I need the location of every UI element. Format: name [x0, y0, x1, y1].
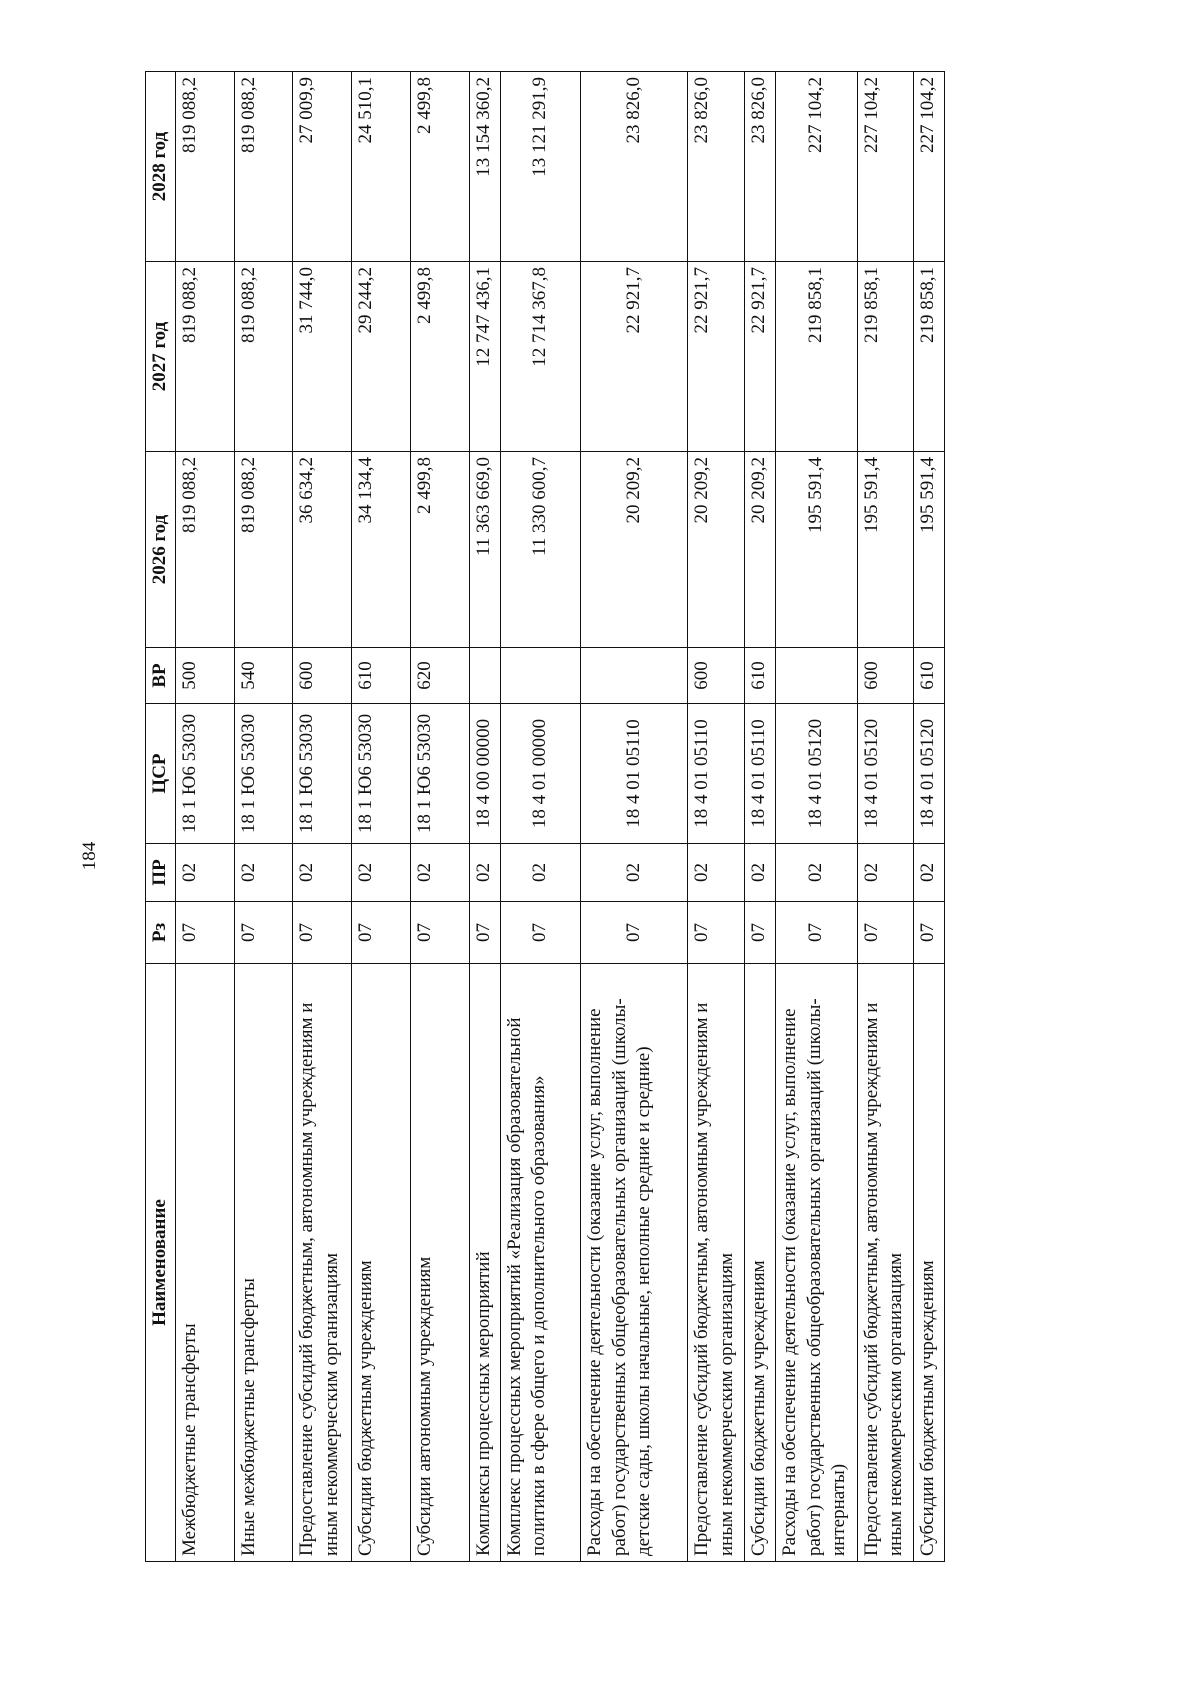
cell-csr: 18 4 01 05110 — [581, 704, 688, 844]
cell-vr — [500, 648, 581, 704]
cell-y2027: 22 921,7 — [745, 262, 776, 452]
cell-y2027: 219 858,1 — [775, 262, 857, 452]
cell-csr: 18 4 01 05120 — [857, 704, 914, 844]
header-2026: 2026 год — [146, 452, 176, 648]
cell-name: Предоставление субсидий бюджетным, автономным учреждениям и иным некоммерческим организациям — [688, 964, 745, 1562]
cell-rz: 07 — [857, 902, 914, 964]
cell-pr: 02 — [775, 844, 857, 902]
cell-pr: 02 — [234, 844, 293, 902]
header-2027: 2027 год — [146, 262, 176, 452]
cell-y2026: 2 499,8 — [411, 452, 470, 648]
cell-rz: 07 — [293, 902, 352, 964]
cell-pr: 02 — [352, 844, 411, 902]
cell-y2027: 219 858,1 — [914, 262, 945, 452]
cell-name: Расходы на обеспечение деятельности (оказание услуг, выполнение работ) государственных общеобразовательных организаций (школы-детские сады, школы начальные, неполные средние и средние) — [581, 964, 688, 1562]
cell-csr: 18 1 Ю6 53030 — [234, 704, 293, 844]
cell-y2028: 13 154 360,2 — [469, 72, 500, 262]
cell-rz: 07 — [745, 902, 776, 964]
cell-pr: 02 — [745, 844, 776, 902]
cell-y2028: 23 826,0 — [581, 72, 688, 262]
cell-y2026: 195 591,4 — [775, 452, 857, 648]
cell-name: Субсидии бюджетным учреждениям — [352, 964, 411, 1562]
table-row — [500, 72, 581, 1562]
cell-vr: 540 — [234, 648, 293, 704]
cell-rz: 07 — [352, 902, 411, 964]
cell-y2026: 195 591,4 — [857, 452, 914, 648]
cell-name: Предоставление субсидий бюджетным, автономным учреждениям и иным некоммерческим организациям — [293, 964, 352, 1562]
cell-vr: 610 — [745, 648, 776, 704]
cell-y2026: 20 209,2 — [745, 452, 776, 648]
table-row — [175, 72, 234, 1562]
cell-rz: 07 — [914, 902, 945, 964]
header-vr: ВР — [146, 648, 176, 704]
cell-pr: 02 — [688, 844, 745, 902]
cell-y2027: 31 744,0 — [293, 262, 352, 452]
cell-y2026: 195 591,4 — [914, 452, 945, 648]
cell-y2027: 819 088,2 — [175, 262, 234, 452]
cell-csr: 18 4 01 00000 — [500, 704, 581, 844]
header-name: Наименование — [146, 964, 176, 1562]
cell-rz: 07 — [688, 902, 745, 964]
cell-y2028: 819 088,2 — [175, 72, 234, 262]
cell-csr: 18 4 01 05110 — [688, 704, 745, 844]
cell-rz: 07 — [411, 902, 470, 964]
table-body — [175, 72, 944, 1562]
cell-vr — [581, 648, 688, 704]
cell-y2027: 12 747 436,1 — [469, 262, 500, 452]
cell-name: Субсидии бюджетным учреждениям — [914, 964, 945, 1562]
cell-y2028: 27 009,9 — [293, 72, 352, 262]
cell-vr: 610 — [914, 648, 945, 704]
cell-y2026: 11 363 669,0 — [469, 452, 500, 648]
cell-rz: 07 — [175, 902, 234, 964]
cell-y2026: 11 330 600,7 — [500, 452, 581, 648]
header-rz: Рз — [146, 902, 176, 964]
cell-name: Комплексы процессных мероприятий — [469, 964, 500, 1562]
cell-pr: 02 — [581, 844, 688, 902]
table-row — [914, 72, 945, 1562]
cell-y2028: 819 088,2 — [234, 72, 293, 262]
cell-y2028: 13 121 291,9 — [500, 72, 581, 262]
table-header-row — [146, 72, 176, 1562]
cell-y2028: 23 826,0 — [688, 72, 745, 262]
cell-rz: 07 — [500, 902, 581, 964]
cell-name: Предоставление субсидий бюджетным, автономным учреждениям и иным некоммерческим организациям — [857, 964, 914, 1562]
cell-pr: 02 — [914, 844, 945, 902]
cell-pr: 02 — [469, 844, 500, 902]
cell-vr: 600 — [857, 648, 914, 704]
cell-y2027: 29 244,2 — [352, 262, 411, 452]
cell-name: Комплекс процессных мероприятий «Реализация образовательной политики в сфере общего и дополнительного образования» — [500, 964, 581, 1562]
cell-vr: 600 — [293, 648, 352, 704]
cell-rz: 07 — [581, 902, 688, 964]
cell-y2027: 22 921,7 — [581, 262, 688, 452]
budget-table — [145, 71, 945, 1562]
cell-rz: 07 — [775, 902, 857, 964]
cell-name: Расходы на обеспечение деятельности (оказание услуг, выполнение работ) государственных общеобразовательных организаций (школы-интернаты) — [775, 964, 857, 1562]
header-pr: ПР — [146, 844, 176, 902]
cell-pr: 02 — [857, 844, 914, 902]
rotated-table-container — [145, 72, 945, 1562]
cell-csr: 18 4 01 05120 — [775, 704, 857, 844]
table-row — [293, 72, 352, 1562]
table-row — [234, 72, 293, 1562]
cell-y2026: 819 088,2 — [234, 452, 293, 648]
cell-csr: 18 4 01 05120 — [914, 704, 945, 844]
table-row — [688, 72, 745, 1562]
cell-name: Иные межбюджетные трансферты — [234, 964, 293, 1562]
cell-vr: 600 — [688, 648, 745, 704]
cell-rz: 07 — [469, 902, 500, 964]
cell-vr: 620 — [411, 648, 470, 704]
cell-y2026: 36 634,2 — [293, 452, 352, 648]
cell-csr: 18 4 01 05110 — [745, 704, 776, 844]
cell-y2027: 2 499,8 — [411, 262, 470, 452]
table-row — [581, 72, 688, 1562]
cell-csr: 18 1 Ю6 53030 — [175, 704, 234, 844]
cell-y2026: 34 134,4 — [352, 452, 411, 648]
cell-y2027: 819 088,2 — [234, 262, 293, 452]
cell-csr: 18 1 Ю6 53030 — [293, 704, 352, 844]
page-number: 184 — [79, 841, 100, 871]
cell-pr: 02 — [175, 844, 234, 902]
cell-csr: 18 1 Ю6 53030 — [352, 704, 411, 844]
table-row — [352, 72, 411, 1562]
cell-y2028: 23 826,0 — [745, 72, 776, 262]
cell-rz: 07 — [234, 902, 293, 964]
cell-name: Субсидии бюджетным учреждениям — [745, 964, 776, 1562]
cell-vr: 610 — [352, 648, 411, 704]
table-row — [775, 72, 857, 1562]
cell-y2028: 24 510,1 — [352, 72, 411, 262]
cell-csr: 18 1 Ю6 53030 — [411, 704, 470, 844]
cell-pr: 02 — [293, 844, 352, 902]
cell-y2028: 2 499,8 — [411, 72, 470, 262]
cell-y2026: 20 209,2 — [581, 452, 688, 648]
header-2028: 2028 год — [146, 72, 176, 262]
cell-name: Межбюджетные трансферты — [175, 964, 234, 1562]
cell-vr — [469, 648, 500, 704]
table-row — [857, 72, 914, 1562]
table-row — [411, 72, 470, 1562]
header-csr: ЦСР — [146, 704, 176, 844]
cell-vr — [775, 648, 857, 704]
cell-y2026: 20 209,2 — [688, 452, 745, 648]
cell-csr: 18 4 00 00000 — [469, 704, 500, 844]
cell-y2026: 819 088,2 — [175, 452, 234, 648]
cell-name: Субсидии автономным учреждениям — [411, 964, 470, 1562]
cell-y2027: 12 714 367,8 — [500, 262, 581, 452]
cell-y2027: 219 858,1 — [857, 262, 914, 452]
cell-y2028: 227 104,2 — [914, 72, 945, 262]
cell-pr: 02 — [500, 844, 581, 902]
cell-vr: 500 — [175, 648, 234, 704]
cell-y2028: 227 104,2 — [775, 72, 857, 262]
cell-pr: 02 — [411, 844, 470, 902]
cell-y2028: 227 104,2 — [857, 72, 914, 262]
cell-y2027: 22 921,7 — [688, 262, 745, 452]
table-row — [469, 72, 500, 1562]
table-row — [745, 72, 776, 1562]
